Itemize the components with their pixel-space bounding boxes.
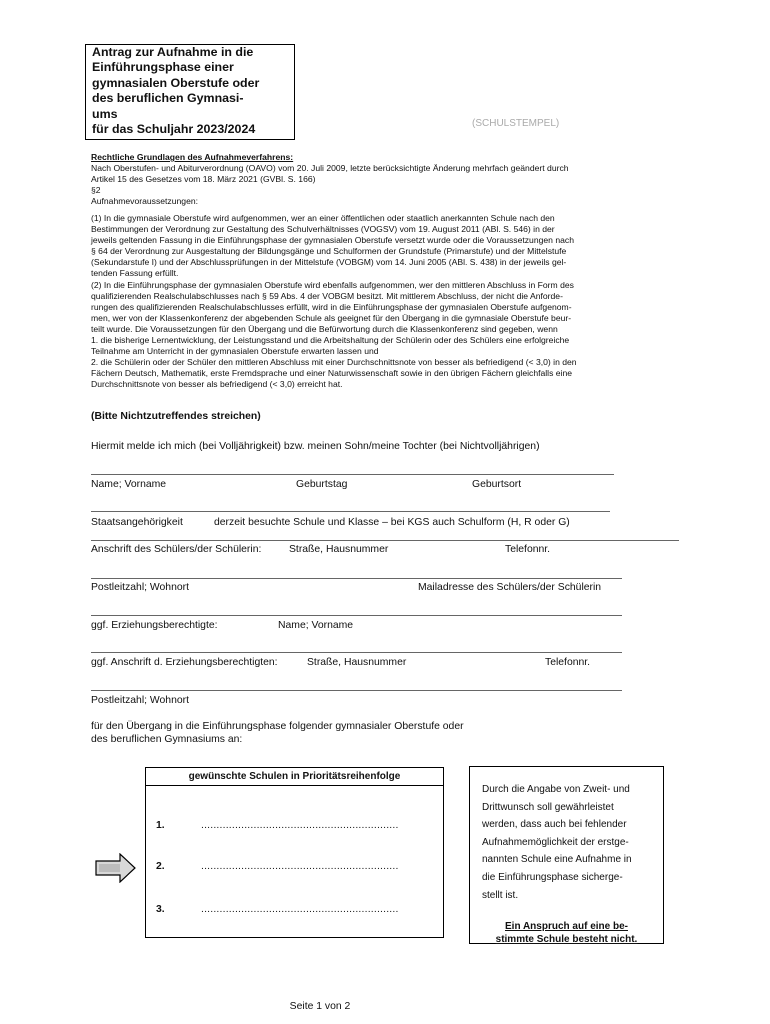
note-line: Aufnahmemöglichkeit der erstge- (482, 836, 629, 848)
form-title-box (85, 44, 295, 140)
priority-school-1-field[interactable]: ................................................................ (201, 820, 399, 831)
note-line: Drittwunsch soll gewährleistet (482, 801, 614, 813)
school-stamp-placeholder: (SCHULSTEMPEL) (472, 118, 560, 129)
form-title-line-3: gymnasialen Oberstufe oder (92, 75, 260, 90)
registration-sentence: Hiermit melde ich mich (bei Volljährigkeit) bzw. meinen Sohn/meine Tochter (bei Nichtvolljährigen) (91, 441, 540, 452)
email-label: Mailadresse des Schülers/der Schülerin (418, 582, 602, 593)
priority-number-2: 2. (156, 861, 165, 872)
nationality-school-entry-line[interactable] (91, 511, 610, 512)
school-priority-box (145, 767, 444, 938)
form-title-line-1: Antrag zur Aufnahme in die (92, 45, 254, 59)
transition-text-line-2: des beruflichen Gymnasiums an: (91, 734, 243, 745)
page-number: Seite 1 von 2 (289, 1001, 351, 1012)
legal-line: Bestimmungen der Verordnung zur Gestaltung des Schulverhältnisses (VOGSV) vom 19. August 2011 (ABl. S. 546) in der (91, 224, 555, 235)
legal-line: Fächern Deutsch, Mathematik, erste Fremdsprache und einer Naturwissenschaft sowie in den übrigen Fächern gleichfalls eine (91, 368, 573, 379)
name-label: Name; Vorname (91, 479, 167, 490)
guardian-address-label: ggf. Anschrift d. Erziehungsberechtigten: (91, 657, 278, 668)
legal-heading: Rechtliche Grundlagen des Aufnahmeverfahrens: (91, 152, 294, 162)
priority-heading: gewünschte Schulen in Prioritätsreihenfolge (146, 768, 443, 786)
nationality-label: Staatsangehörigkeit (91, 517, 183, 528)
legal-line: (1) In die gymnasiale Oberstufe wird aufgenommen, wer an einer öffentlichen oder staatlich anerkannten Schule nach den (91, 213, 555, 223)
legal-line: qualifizierenden Realschulabschlusses nach § 59 Abs. 4 der VOBGM besitzt. Mit mittlerem Abschluss, der nicht die Anforde- (91, 290, 563, 301)
legal-line: (Sekundarstufe I) und der Abschlussprüfungen in der Mittelstufe (VOBGM) vom 14. Juni 2005 (ABl. S. 438) in der jeweils gel- (91, 257, 567, 268)
arrow-right-icon (95, 853, 137, 883)
note-line: stellt ist. (482, 889, 519, 901)
birthday-label: Geburtstag (296, 479, 348, 490)
guardian-phone-label: Telefonnr. (545, 657, 591, 668)
zip-city-label: Postleitzahl; Wohnort (91, 582, 189, 593)
legal-line: jeweils geltenden Fassung in die Einführungsphase der gymnasialen Oberstufe versetzt wurde oder die Voraussetzungen nach (91, 235, 574, 246)
legal-intro-line: §2 (91, 185, 101, 196)
legal-line: teilt wurde. Die Voraussetzungen für den Übergang und die Befürwortung durch die Klassenkonferenz sind gegeben, wenn (91, 323, 558, 334)
student-address-entry-line[interactable] (91, 540, 679, 541)
priority-school-2-field[interactable]: ................................................................ (201, 861, 399, 872)
legal-line: men, wer von der Klassenkonferenz der abgebenden Schule als geeignet für den Übergang in die gymnasiale Oberstufe beur- (91, 312, 572, 323)
transition-text-line-1: für den Übergang in die Einführungsphase folgender gymnasialer Oberstufe oder (91, 721, 464, 732)
note-line: die Einführungsphase sicherge- (482, 871, 623, 883)
priority-school-3-field[interactable]: ................................................................ (201, 904, 399, 915)
student-address-label: Anschrift des Schülers/der Schülerin: (91, 544, 262, 555)
legal-line: 2. die Schülerin oder der Schüler den mittleren Abschluss mit einer Durchschnittsnote von besser als befriedigend (< 3,0) in den (91, 357, 577, 368)
priority-number-3: 3. (156, 904, 165, 915)
guardian-label: ggf. Erziehungsberechtigte: (91, 620, 218, 631)
legal-basis-intro (91, 152, 691, 207)
note-line: Durch die Angabe von Zweit- und (482, 784, 630, 795)
birthplace-label: Geburtsort (472, 479, 522, 490)
form-title-line-2: Einführungsphase einer (92, 60, 234, 75)
name-birth-entry-line[interactable] (91, 474, 614, 475)
no-claim-notice (482, 920, 651, 946)
note-line: nannten Schule eine Aufnahme in (482, 854, 632, 866)
strike-instruction: (Bitte Nichtzutreffendes streichen) (91, 411, 261, 422)
guardian-name-label: Name; Vorname (278, 620, 354, 631)
phone-label: Telefonnr. (505, 544, 551, 555)
legal-line: (2) In die Einführungsphase der gymnasialen Oberstufe wird ebenfalls aufgenommen, wer den mittleren Abschluss in Form des (91, 279, 574, 290)
legal-line: tenden Fassung erfüllt. (91, 268, 179, 279)
legal-line: rungen des qualifizierenden Realschulabschlusses erfüllt, wird in die Einführungsphase der gymnasialen Oberstufe aufgenom- (91, 301, 572, 312)
zip-email-entry-line[interactable] (91, 578, 622, 579)
legal-intro-line: Nach Oberstufen- und Abiturverordnung (OAVO) vom 20. Juli 2009, letzte berücksichtigte Änderung mehrfach geändert durch (91, 163, 569, 174)
form-title-line-6: für das Schuljahr 2023/2024 (92, 122, 256, 137)
legal-body (91, 213, 691, 391)
no-claim-line-2: stimmte Schule besteht nicht. (495, 934, 638, 946)
priority-number-1: 1. (156, 820, 165, 831)
guardian-zip-entry-line[interactable] (91, 690, 622, 691)
legal-intro-line: Artikel 15 des Gesetzes vom 18. März 2021 (GVBl. S. 166) (91, 174, 316, 185)
form-title-line-5: ums (92, 106, 118, 121)
street-label: Straße, Hausnummer (289, 544, 389, 555)
form-title-line-4: des beruflichen Gymnasi- (92, 91, 244, 106)
legal-line: Teilnahme am Unterricht in der gymnasialen Oberstufe erwarten lassen und (91, 346, 379, 357)
current-school-label: derzeit besuchte Schule und Klasse – bei KGS auch Schulform (H, R oder G) (214, 517, 570, 528)
guardian-zip-city-label: Postleitzahl; Wohnort (91, 695, 189, 706)
legal-intro-line: Aufnahmevoraussetzungen: (91, 196, 199, 207)
guardian-street-label: Straße, Hausnummer (307, 657, 407, 668)
guardian-entry-line[interactable] (91, 615, 622, 616)
guardian-address-entry-line[interactable] (91, 652, 622, 653)
note-line: werden, dass auch bei fehlender (482, 819, 627, 831)
no-claim-line-1: Ein Anspruch auf eine be- (505, 921, 628, 933)
priority-note-box (469, 766, 664, 944)
legal-line: Durchschnittsnote von besser als befriedigend (< 3,0) erreicht hat. (91, 379, 343, 390)
legal-line: 1. die bisherige Lernentwicklung, der Leistungsstand und die Arbeitshaltung der Schülerin oder des Schülers eine erfolgreiche (91, 335, 570, 346)
legal-line: § 64 der Verordnung zur Ausgestaltung der Bildungsgänge und Schulformen der Grundstufe (Primarstufe) und der Mittelstufe (91, 246, 567, 257)
